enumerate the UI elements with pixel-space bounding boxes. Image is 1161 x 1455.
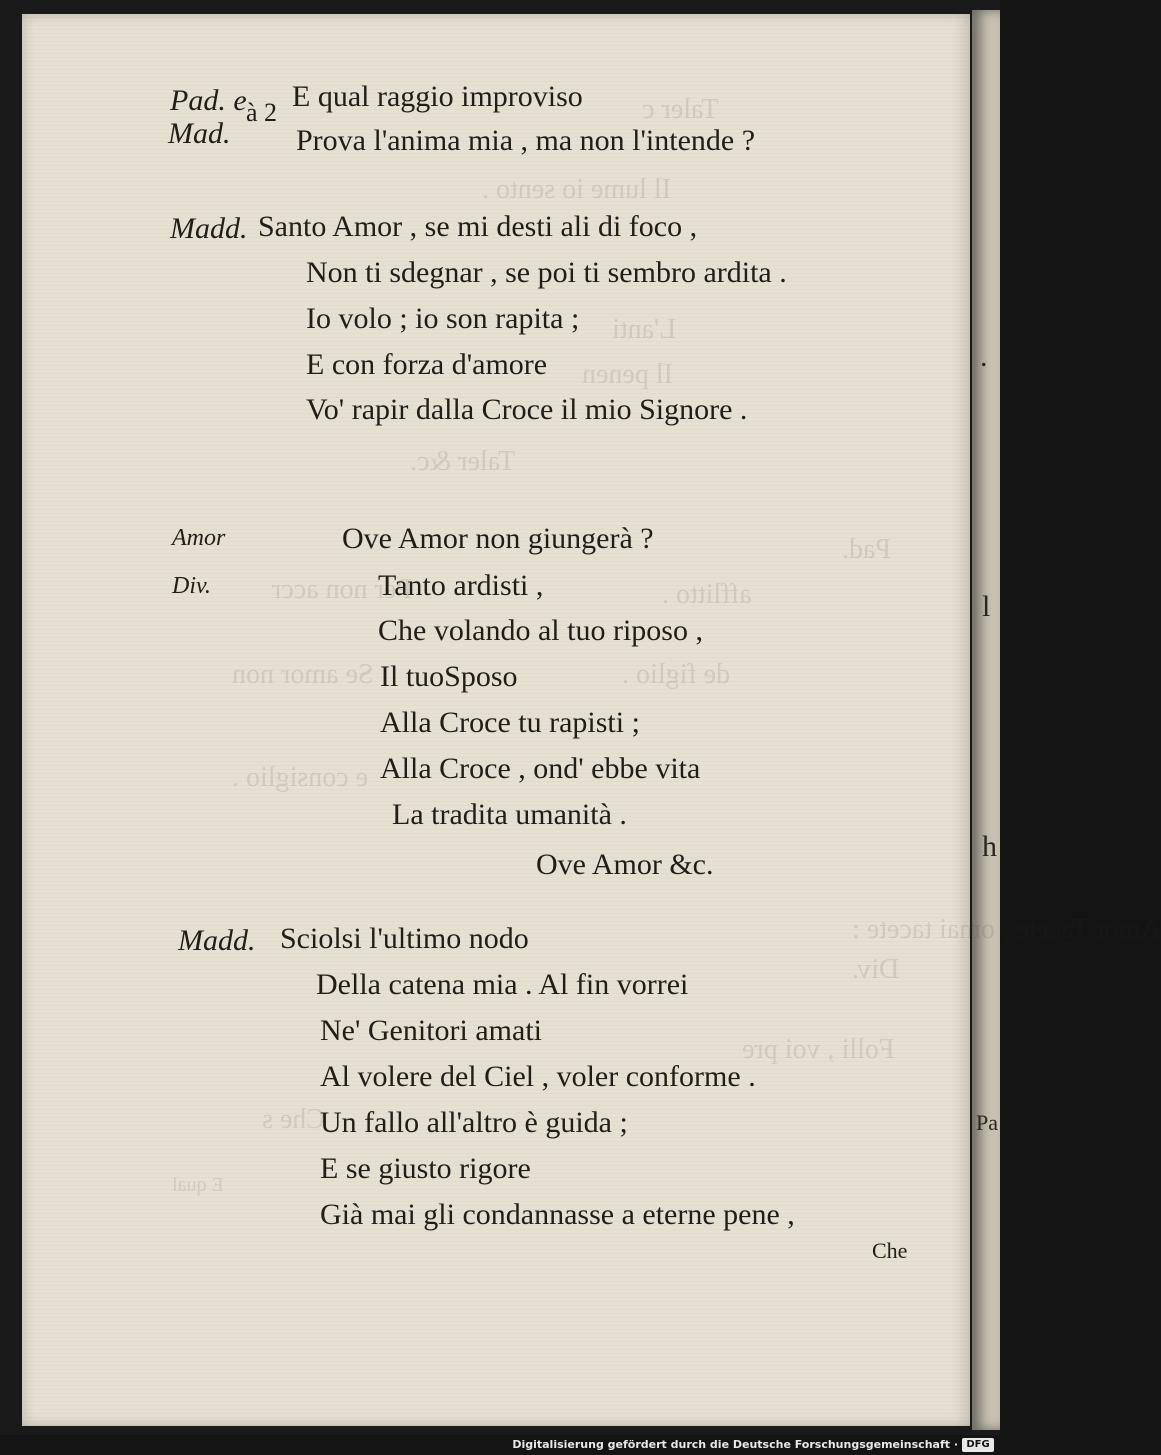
refrain-line: Ove Amor &c. bbox=[536, 848, 714, 881]
verse-line: E qual raggio improviso bbox=[292, 80, 583, 113]
speaker-label: Madd. bbox=[178, 924, 256, 957]
verse-line: Vo' rapir dalla Croce il mio Signore . bbox=[306, 393, 748, 426]
verse-line: Io volo ; io son rapita ; bbox=[306, 302, 580, 335]
verse-line: Prova l'anima mia , ma non l'intende ? bbox=[296, 124, 756, 157]
dfg-logo-icon: DFG bbox=[962, 1438, 994, 1452]
catchword: Che bbox=[872, 1238, 908, 1263]
speaker-label: Mad. bbox=[168, 117, 231, 150]
show-through-text: Se amor non bbox=[232, 659, 374, 690]
verse-line: Ne' Genitori amati bbox=[320, 1014, 542, 1047]
verse-line: Il tuoSposo bbox=[380, 660, 518, 693]
speaker-label: Pad. e bbox=[170, 84, 247, 117]
speaker-label: Madd. bbox=[170, 212, 248, 245]
verse-line: Sciolsi l'ultimo nodo bbox=[280, 922, 529, 955]
verse-line: Al volere del Ciel , voler conforme . bbox=[320, 1060, 756, 1093]
show-through-text: E qual bbox=[172, 1174, 224, 1196]
show-through-text: Div. bbox=[852, 954, 900, 985]
verse-line: Alla Croce , ond' ebbe vita bbox=[380, 752, 701, 785]
show-through-text: e consiglio . bbox=[232, 762, 369, 793]
speaker-label: Amor bbox=[172, 525, 226, 551]
a-due-marker: à 2 bbox=[246, 98, 278, 127]
show-through-text: Pad. bbox=[842, 534, 891, 565]
verse-line: Che volando al tuo riposo , bbox=[378, 614, 703, 647]
show-through-text: Folli , voi pre bbox=[742, 1034, 895, 1065]
verse-line: La tradita umanità . bbox=[392, 798, 627, 831]
footer-credit-text: Digitalisierung gefördert durch die Deutsche Forschungsgemeinschaft · bbox=[512, 1438, 958, 1451]
verse-line: E con forza d'amore bbox=[306, 348, 548, 381]
show-through-text: de figlio . bbox=[622, 659, 731, 690]
verse-line: Non ti sdegnar , se poi ti sembro ardita . bbox=[306, 256, 787, 289]
show-through-text: Taler &c. bbox=[410, 446, 516, 477]
verse-line: Della catena mia . Al fin vorrei bbox=[316, 968, 689, 1001]
verse-line: Ove Amor non giungerà ? bbox=[342, 522, 654, 555]
show-through-text: L'anti bbox=[612, 314, 677, 345]
show-through-text: Taler c bbox=[642, 94, 719, 125]
verse-line: E se giusto rigore bbox=[320, 1152, 531, 1185]
verse-line: Alla Croce tu rapisti ; bbox=[380, 706, 640, 739]
verse-line: Tanto ardisti , bbox=[378, 569, 544, 602]
digitization-footer bbox=[0, 1436, 1000, 1455]
show-through-text: Il lume io sento . bbox=[482, 174, 671, 205]
verse-line: Santo Amor , se mi desti ali di foco , bbox=[258, 210, 698, 243]
show-through-text: Il penen bbox=[582, 359, 673, 390]
show-through-text: Che s bbox=[262, 1104, 325, 1135]
verse-line: Un fallo all'altro è guida ; bbox=[320, 1106, 628, 1139]
speaker-label: Div. bbox=[172, 573, 211, 599]
show-through-text: afflitto . bbox=[662, 579, 752, 610]
verse-line: Già mai gli condannasse a eterne pene , bbox=[320, 1198, 795, 1231]
adjacent-page-edge: . l h Pa bbox=[972, 10, 1000, 1430]
show-through-text: Per non accr bbox=[272, 574, 412, 605]
show-through-text: Amor Tacete , omai tacete : bbox=[852, 914, 1161, 945]
